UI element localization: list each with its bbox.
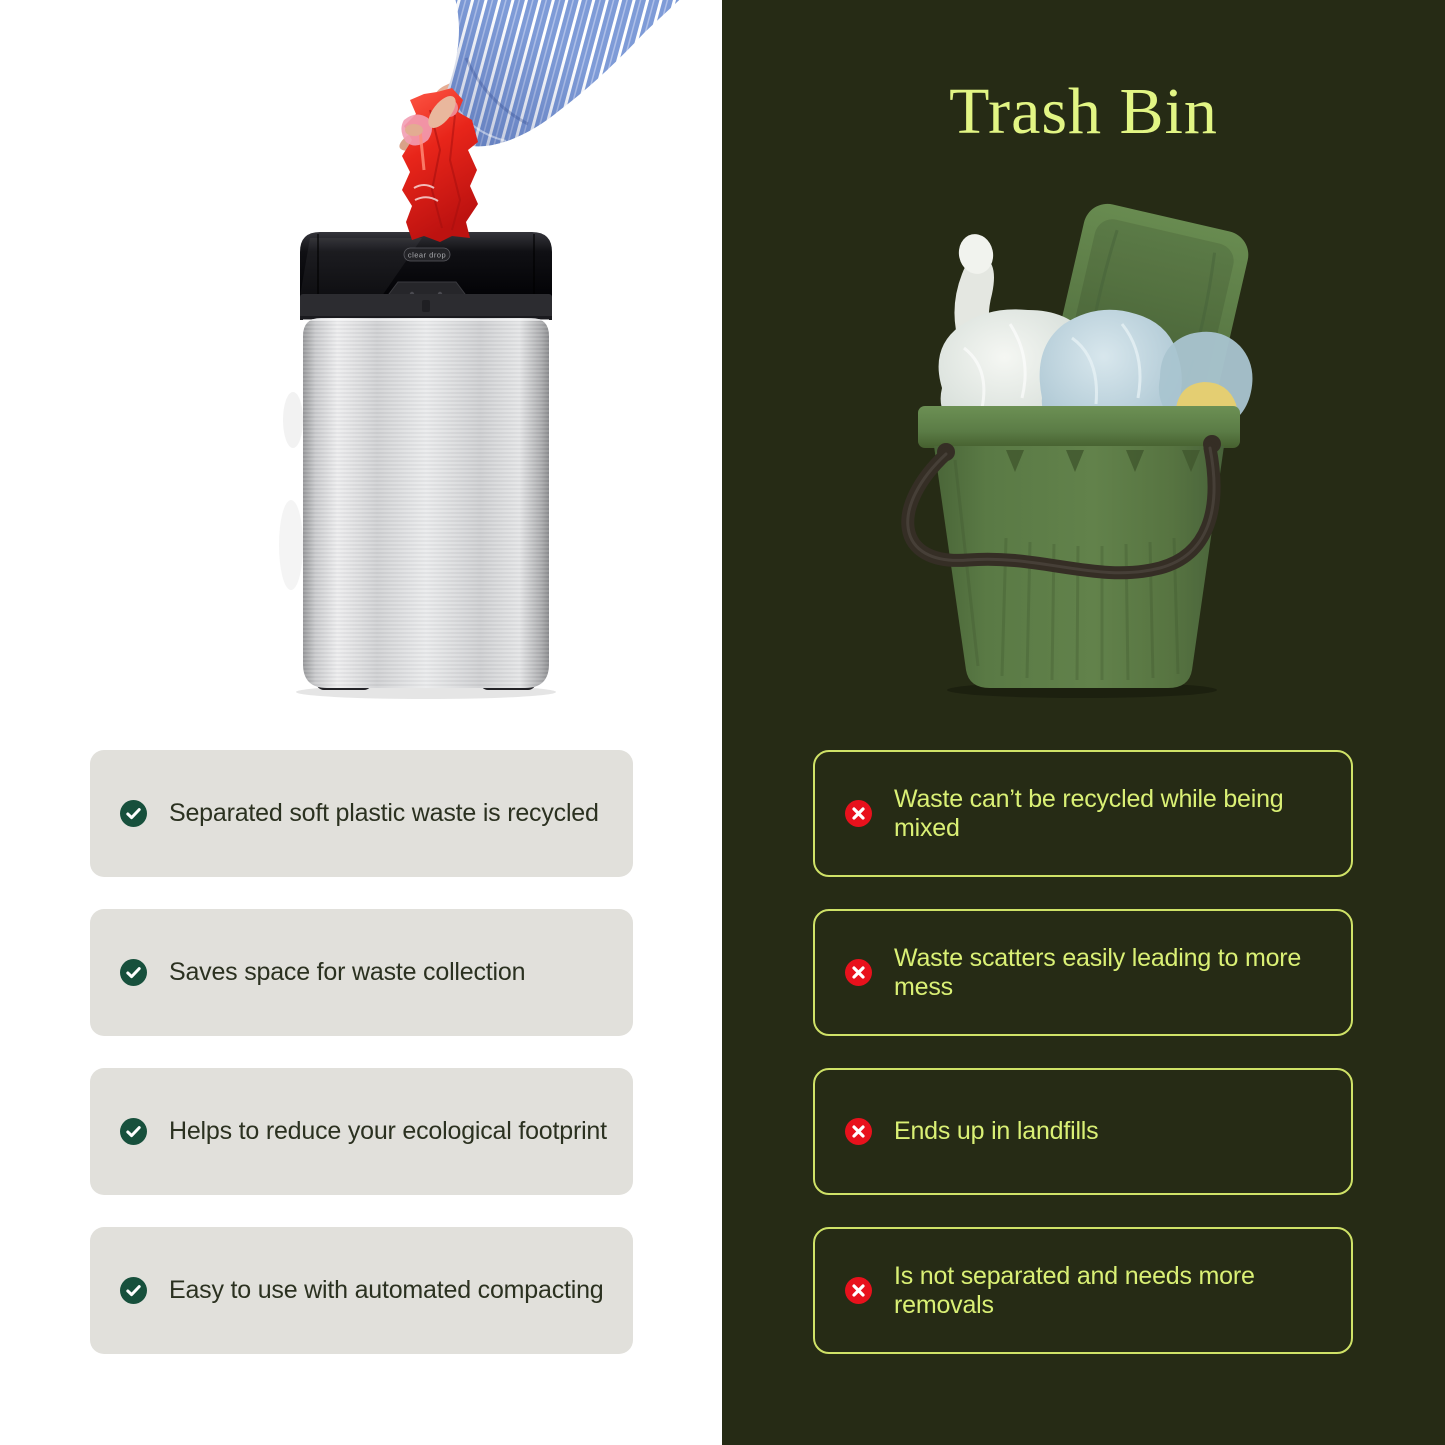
compactor-body [296,232,556,699]
feature-label: Helps to reduce your ecological footprint [169,1117,607,1145]
check-icon [120,1277,147,1304]
check-icon [120,800,147,827]
x-icon [845,1277,872,1304]
left-panel [0,0,722,1445]
page-title: Trash Bin [949,75,1218,148]
drawback-label: Waste can’t be recycled while being mixed [894,784,1284,842]
feature-card [90,1227,633,1354]
feature-label: Separated soft plastic waste is recycled [169,799,599,827]
feature-label: Saves space for waste collection [169,958,526,986]
right-panel [722,0,1445,1445]
benefit-list [90,750,633,1354]
brand-label: clear drop [407,250,447,260]
trash-bin-illustration [860,198,1300,698]
x-icon [845,800,872,827]
drawback-card [813,909,1353,1036]
check-icon [120,959,147,986]
drawback-card [813,1068,1353,1195]
check-icon [120,1118,147,1145]
arm-illustration [396,0,690,242]
feature-card [90,1068,633,1195]
striped-sleeve [444,0,690,146]
drawback-list [813,750,1353,1354]
brand-badge [404,248,450,261]
drawback-card [813,1227,1353,1354]
x-icon [845,959,872,986]
x-icon [845,1118,872,1145]
drawback-label: Is not separated and needs more removals [894,1261,1255,1319]
feature-card [90,909,633,1036]
drawback-label: Ends up in landfills [894,1117,1099,1145]
feature-label: Easy to use with automated compacting [169,1276,604,1304]
background-smudge [279,392,303,590]
drawback-label: Waste scatters easily leading to more mess [894,943,1302,1001]
compactor-illustration [0,0,722,700]
feature-card [90,750,633,877]
drawback-card [813,750,1353,877]
